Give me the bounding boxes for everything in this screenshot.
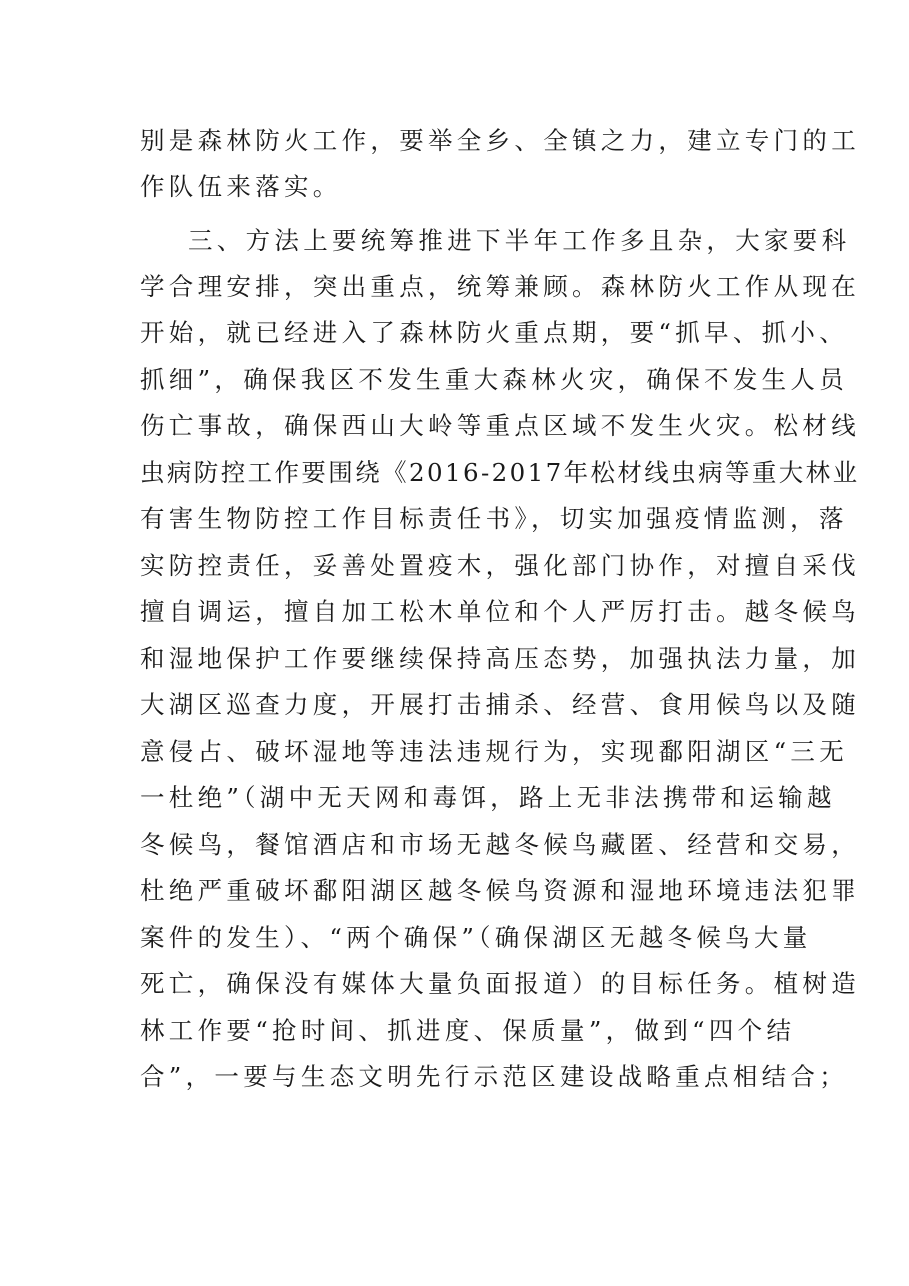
text-line: 意侵占、破坏湿地等违法违规行为，实现鄱阳湖区“三无	[140, 737, 849, 766]
paragraph-first-line: 三、方法上要统筹推进下半年工作多且杂，大家要科	[188, 226, 851, 255]
text-line: 大湖区巡查力度，开展打击捕杀、经营、食用候鸟以及随	[140, 690, 860, 719]
text-line: 学合理安排，突出重点，统筹兼顾。森林防火工作从现在	[140, 272, 860, 301]
text-line: 实防控责任，妥善处置疫木，强化部门协作，对擅自采伐	[140, 551, 860, 580]
text-line: 有害生物防控工作目标责任书》，切实加强疫情监测，落	[140, 504, 848, 533]
text-line: 一杜绝”（湖中无天网和毒饵，路上无非法携带和运输越	[140, 783, 836, 812]
text-line: 别是森林防火工作，要举全乡、全镇之力，建立专门的工	[140, 126, 860, 155]
text-line: 冬候鸟，餐馆酒店和市场无越冬候鸟藏匿、经营和交易，	[140, 830, 860, 859]
text-line: 伤亡事故，确保西山大岭等重点区域不发生火灾。松材线	[140, 411, 860, 440]
text-line: 林工作要“抢时间、抓进度、保质量”，做到“四个结	[140, 1016, 796, 1045]
text-line: 抓细”，确保我区不发生重大森林火灾，确保不发生人员	[140, 365, 849, 394]
text-line: 合”，一要与生态文明先行示范区建设战略重点相结合；	[140, 1062, 849, 1091]
text-line: 和湿地保护工作要继续保持高压态势，加强执法力量，加	[140, 644, 860, 673]
text-line: 作队伍来落实。	[140, 172, 342, 201]
text-line: 开始，就已经进入了森林防火重点期，要“抓早、抓小、	[140, 318, 849, 347]
text-line: 案件的发生）、“两个确保”（确保湖区无越冬候鸟大量	[140, 923, 812, 952]
text-line: 杜绝严重破坏鄱阳湖区越冬候鸟资源和湿地环境违法犯罪	[140, 876, 860, 905]
text-line: 死亡，确保没有媒体大量负面报道）的目标任务。植树造	[140, 969, 860, 998]
text-line: 擅自调运，擅自加工松木单位和个人严厉打击。越冬候鸟	[140, 597, 860, 626]
text-line: 虫病防控工作要围绕《2016-2017年松材线虫病等重大林业	[140, 458, 860, 487]
